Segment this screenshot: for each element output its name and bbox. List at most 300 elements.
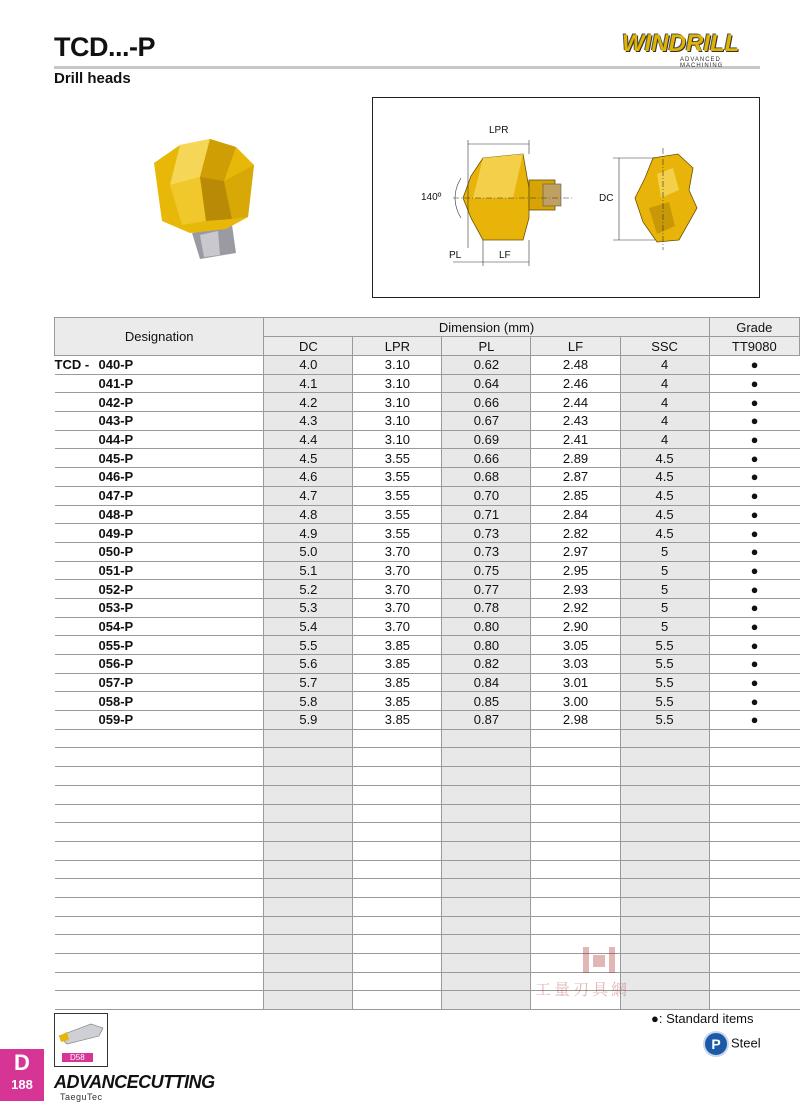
cell-grade: ●	[709, 711, 799, 730]
col-lpr: LPR	[353, 337, 442, 356]
cell-lpr: 3.85	[353, 673, 442, 692]
designation-code: 041-P	[98, 376, 134, 392]
legend-standard-items: ●: Standard items	[651, 1011, 754, 1026]
empty-cell	[442, 916, 531, 935]
cell-ssc: 4	[620, 356, 709, 375]
cell-grade: ●	[709, 449, 799, 468]
cell-pl: 0.87	[442, 711, 531, 730]
cell-lf: 2.41	[531, 430, 620, 449]
cell-grade: ●	[709, 598, 799, 617]
empty-cell	[353, 860, 442, 879]
empty-cell	[353, 748, 442, 767]
cell-lpr: 3.55	[353, 468, 442, 487]
cell-dc: 4.2	[264, 393, 353, 412]
empty-cell	[709, 972, 799, 991]
empty-row	[55, 729, 800, 748]
empty-cell	[55, 860, 264, 879]
cell-dc: 5.2	[264, 580, 353, 599]
table-row	[55, 580, 800, 599]
empty-row	[55, 972, 800, 991]
empty-row	[55, 897, 800, 916]
empty-cell	[264, 841, 353, 860]
empty-cell	[442, 991, 531, 1010]
empty-cell	[709, 767, 799, 786]
cell-designation	[55, 692, 264, 711]
cell-designation	[55, 711, 264, 730]
empty-row	[55, 785, 800, 804]
cell-pl: 0.84	[442, 673, 531, 692]
empty-cell	[620, 804, 709, 823]
cell-dc: 5.1	[264, 561, 353, 580]
cell-lpr: 3.85	[353, 711, 442, 730]
empty-cell	[442, 748, 531, 767]
cell-designation	[55, 561, 264, 580]
cell-lf: 2.89	[531, 449, 620, 468]
empty-cell	[353, 972, 442, 991]
cell-designation	[55, 486, 264, 505]
cell-lf: 2.46	[531, 374, 620, 393]
designation-code: 053-P	[98, 600, 134, 616]
empty-cell	[531, 879, 620, 898]
logo-text: WINDRILL	[622, 30, 740, 57]
empty-cell	[264, 916, 353, 935]
cell-pl: 0.71	[442, 505, 531, 524]
cell-lf: 2.98	[531, 711, 620, 730]
brand-subtitle: TaeguTec	[60, 1092, 103, 1102]
cell-dc: 4.4	[264, 430, 353, 449]
cell-designation	[55, 412, 264, 431]
table-row	[55, 356, 800, 375]
cell-designation	[55, 580, 264, 599]
cell-lf: 2.90	[531, 617, 620, 636]
cell-grade: ●	[709, 542, 799, 561]
page-title: TCD...-P	[54, 32, 155, 62]
empty-cell	[709, 823, 799, 842]
cell-ssc: 4.5	[620, 486, 709, 505]
steel-p-badge: P	[703, 1031, 729, 1057]
designation-code: 057-P	[98, 675, 134, 691]
empty-row	[55, 841, 800, 860]
cell-lpr: 3.70	[353, 598, 442, 617]
label-pl: PL	[449, 250, 462, 261]
empty-cell	[264, 897, 353, 916]
cell-designation	[55, 542, 264, 561]
table-row	[55, 542, 800, 561]
empty-cell	[620, 729, 709, 748]
cell-grade: ●	[709, 468, 799, 487]
cell-pl: 0.68	[442, 468, 531, 487]
cell-lf: 2.92	[531, 598, 620, 617]
empty-cell	[55, 804, 264, 823]
cell-pl: 0.66	[442, 449, 531, 468]
designation-code: 045-P	[98, 450, 134, 466]
cell-designation	[55, 430, 264, 449]
cell-pl: 0.69	[442, 430, 531, 449]
cell-dc: 5.5	[264, 636, 353, 655]
cell-designation	[55, 356, 264, 375]
cell-ssc: 5	[620, 542, 709, 561]
table-row	[55, 430, 800, 449]
empty-cell	[442, 785, 531, 804]
cell-dc: 4.5	[264, 449, 353, 468]
designation-code: 042-P	[98, 394, 134, 410]
empty-cell	[55, 823, 264, 842]
empty-cell	[531, 804, 620, 823]
table-row	[55, 468, 800, 487]
cell-lpr: 3.70	[353, 617, 442, 636]
designation-code: 052-P	[98, 581, 134, 597]
table-row	[55, 692, 800, 711]
cell-grade: ●	[709, 617, 799, 636]
empty-cell	[531, 916, 620, 935]
section-letter: D	[14, 1050, 30, 1075]
cell-lpr: 3.55	[353, 449, 442, 468]
empty-row	[55, 879, 800, 898]
cell-ssc: 5.5	[620, 636, 709, 655]
empty-cell	[264, 972, 353, 991]
page-number: 188	[11, 1077, 33, 1092]
cell-lf: 3.01	[531, 673, 620, 692]
cell-lf: 3.03	[531, 655, 620, 674]
cell-grade: ●	[709, 580, 799, 599]
empty-cell	[442, 841, 531, 860]
empty-cell	[620, 748, 709, 767]
cell-ssc: 4	[620, 374, 709, 393]
cell-dc: 5.9	[264, 711, 353, 730]
empty-cell	[264, 767, 353, 786]
empty-cell	[531, 823, 620, 842]
table-row	[55, 412, 800, 431]
logo-tagline: ADVANCED MACHINING	[680, 57, 724, 69]
cell-dc: 4.9	[264, 524, 353, 543]
cell-ssc: 5	[620, 580, 709, 599]
cell-pl: 0.62	[442, 356, 531, 375]
table-row	[55, 393, 800, 412]
cell-pl: 0.78	[442, 598, 531, 617]
empty-cell	[531, 748, 620, 767]
empty-cell	[55, 991, 264, 1010]
empty-cell	[353, 785, 442, 804]
col-grade-tt9080: TT9080	[709, 337, 799, 356]
cell-lf: 2.43	[531, 412, 620, 431]
cell-lf: 2.44	[531, 393, 620, 412]
empty-cell	[442, 729, 531, 748]
cell-designation	[55, 636, 264, 655]
empty-cell	[353, 729, 442, 748]
legend-steel	[703, 1031, 761, 1057]
thumbnail-page-ref: D58	[62, 1053, 93, 1062]
cell-designation	[55, 449, 264, 468]
designation-code: 046-P	[98, 469, 134, 485]
cell-designation	[55, 393, 264, 412]
cell-dc: 5.7	[264, 673, 353, 692]
empty-cell	[264, 729, 353, 748]
empty-cell	[55, 879, 264, 898]
page-subtitle: Drill heads	[54, 70, 131, 87]
empty-cell	[353, 897, 442, 916]
empty-cell	[442, 935, 531, 954]
cell-grade: ●	[709, 356, 799, 375]
cell-pl: 0.75	[442, 561, 531, 580]
designation-code: 044-P	[98, 432, 134, 448]
empty-cell	[55, 916, 264, 935]
empty-cell	[620, 897, 709, 916]
cell-designation	[55, 374, 264, 393]
cell-lf: 2.93	[531, 580, 620, 599]
cell-dc: 4.1	[264, 374, 353, 393]
empty-cell	[264, 879, 353, 898]
empty-cell	[353, 954, 442, 973]
designation-code: 054-P	[98, 618, 134, 634]
col-ssc: SSC	[620, 337, 709, 356]
table-row	[55, 486, 800, 505]
empty-cell	[353, 879, 442, 898]
cell-lf: 2.84	[531, 505, 620, 524]
cell-dc: 5.0	[264, 542, 353, 561]
empty-cell	[353, 804, 442, 823]
empty-cell	[55, 897, 264, 916]
empty-cell	[353, 823, 442, 842]
cell-ssc: 5	[620, 561, 709, 580]
section-tab	[0, 1049, 44, 1101]
empty-cell	[709, 748, 799, 767]
cell-grade: ●	[709, 393, 799, 412]
cell-pl: 0.73	[442, 542, 531, 561]
cell-lf: 2.48	[531, 356, 620, 375]
watermark	[535, 945, 685, 1005]
empty-cell	[709, 916, 799, 935]
empty-cell	[531, 897, 620, 916]
empty-cell	[531, 860, 620, 879]
empty-row	[55, 804, 800, 823]
cell-pl: 0.70	[442, 486, 531, 505]
empty-row	[55, 916, 800, 935]
cell-lf: 2.87	[531, 468, 620, 487]
table-row	[55, 655, 800, 674]
designation-code: 058-P	[98, 693, 134, 709]
empty-cell	[620, 823, 709, 842]
empty-row	[55, 954, 800, 973]
empty-cell	[531, 841, 620, 860]
cell-dc: 4.0	[264, 356, 353, 375]
designation-code: 048-P	[98, 506, 134, 522]
cell-ssc: 5.5	[620, 692, 709, 711]
cell-designation	[55, 617, 264, 636]
cell-ssc: 5	[620, 598, 709, 617]
header-dimension: Dimension (mm)	[264, 318, 709, 337]
cell-lpr: 3.70	[353, 542, 442, 561]
empty-cell	[709, 991, 799, 1010]
cell-grade: ●	[709, 374, 799, 393]
cell-grade: ●	[709, 505, 799, 524]
cell-designation	[55, 524, 264, 543]
cell-lpr: 3.10	[353, 356, 442, 375]
cell-grade: ●	[709, 524, 799, 543]
empty-cell	[709, 954, 799, 973]
cell-lf: 3.00	[531, 692, 620, 711]
empty-cell	[353, 841, 442, 860]
empty-cell	[442, 860, 531, 879]
empty-cell	[264, 954, 353, 973]
designation-code: 051-P	[98, 562, 134, 578]
cell-grade: ●	[709, 561, 799, 580]
cell-pl: 0.85	[442, 692, 531, 711]
cell-lf: 2.85	[531, 486, 620, 505]
cell-lf: 2.82	[531, 524, 620, 543]
table-row	[55, 617, 800, 636]
cell-dc: 5.3	[264, 598, 353, 617]
drill-head-photo	[140, 125, 275, 260]
cell-grade: ●	[709, 430, 799, 449]
table-row	[55, 449, 800, 468]
cell-ssc: 4.5	[620, 468, 709, 487]
designation-code: 050-P	[98, 544, 134, 560]
cell-lpr: 3.55	[353, 524, 442, 543]
empty-cell	[709, 804, 799, 823]
cell-dc: 4.6	[264, 468, 353, 487]
brand-logo: ADVANCECUTTING	[54, 1072, 215, 1092]
table-row	[55, 561, 800, 580]
cell-designation	[55, 468, 264, 487]
cell-pl: 0.64	[442, 374, 531, 393]
dimension-table	[54, 317, 800, 1010]
cell-ssc: 4.5	[620, 449, 709, 468]
table-row	[55, 524, 800, 543]
cell-lf: 2.95	[531, 561, 620, 580]
designation-code: 059-P	[98, 712, 134, 728]
designation-code: 049-P	[98, 525, 134, 541]
cell-lpr: 3.10	[353, 412, 442, 431]
empty-cell	[620, 841, 709, 860]
cell-ssc: 4	[620, 393, 709, 412]
cell-grade: ●	[709, 636, 799, 655]
empty-cell	[620, 860, 709, 879]
empty-cell	[55, 729, 264, 748]
empty-cell	[442, 954, 531, 973]
empty-cell	[442, 823, 531, 842]
cell-ssc: 5.5	[620, 655, 709, 674]
table-row	[55, 636, 800, 655]
table-row	[55, 598, 800, 617]
cell-dc: 5.8	[264, 692, 353, 711]
empty-cell	[709, 860, 799, 879]
cell-ssc: 4.5	[620, 505, 709, 524]
empty-cell	[55, 748, 264, 767]
empty-cell	[353, 991, 442, 1010]
empty-cell	[264, 860, 353, 879]
cell-lpr: 3.55	[353, 486, 442, 505]
empty-cell	[709, 897, 799, 916]
empty-row	[55, 935, 800, 954]
designation-code: 043-P	[98, 413, 134, 429]
table-row	[55, 711, 800, 730]
cell-grade: ●	[709, 673, 799, 692]
drill-thumbnail-icon	[55, 1014, 107, 1054]
cell-lpr: 3.10	[353, 393, 442, 412]
cell-lpr: 3.10	[353, 430, 442, 449]
cell-designation	[55, 655, 264, 674]
empty-row	[55, 991, 800, 1010]
cell-pl: 0.80	[442, 636, 531, 655]
empty-cell	[620, 879, 709, 898]
table-row	[55, 673, 800, 692]
cell-grade: ●	[709, 486, 799, 505]
empty-row	[55, 748, 800, 767]
designation-code: 040-P	[98, 357, 134, 373]
cell-ssc: 5	[620, 617, 709, 636]
table-row	[55, 374, 800, 393]
watermark-mark	[579, 945, 619, 977]
cell-grade: ●	[709, 412, 799, 431]
empty-row	[55, 823, 800, 842]
cell-ssc: 4	[620, 412, 709, 431]
watermark-text: 工量刃具網	[535, 982, 631, 999]
cell-ssc: 5.5	[620, 673, 709, 692]
empty-cell	[620, 767, 709, 786]
header-designation: Designation	[55, 318, 264, 356]
cell-designation	[55, 505, 264, 524]
empty-cell	[55, 841, 264, 860]
cell-lpr: 3.85	[353, 636, 442, 655]
empty-cell	[353, 916, 442, 935]
cell-pl: 0.80	[442, 617, 531, 636]
empty-cell	[264, 804, 353, 823]
cell-lf: 3.05	[531, 636, 620, 655]
cell-designation	[55, 598, 264, 617]
empty-cell	[620, 785, 709, 804]
empty-cell	[264, 748, 353, 767]
designation-prefix: TCD -	[54, 357, 90, 373]
cell-dc: 4.3	[264, 412, 353, 431]
windrill-logo	[622, 30, 762, 69]
cell-lpr: 3.85	[353, 692, 442, 711]
cell-ssc: 4.5	[620, 524, 709, 543]
cell-lpr: 3.70	[353, 580, 442, 599]
empty-cell	[709, 935, 799, 954]
cell-lpr: 3.10	[353, 374, 442, 393]
cell-lpr: 3.70	[353, 561, 442, 580]
empty-row	[55, 767, 800, 786]
label-lf: LF	[499, 250, 511, 261]
cell-designation	[55, 673, 264, 692]
empty-cell	[531, 729, 620, 748]
empty-cell	[531, 767, 620, 786]
col-dc: DC	[264, 337, 353, 356]
cell-pl: 0.82	[442, 655, 531, 674]
col-pl: PL	[442, 337, 531, 356]
empty-cell	[353, 935, 442, 954]
cell-dc: 4.7	[264, 486, 353, 505]
empty-cell	[442, 767, 531, 786]
cell-grade: ●	[709, 692, 799, 711]
empty-cell	[264, 935, 353, 954]
empty-cell	[55, 785, 264, 804]
empty-cell	[55, 954, 264, 973]
label-lpr: LPR	[489, 125, 509, 136]
cell-ssc: 4	[620, 430, 709, 449]
cell-dc: 5.4	[264, 617, 353, 636]
empty-cell	[442, 972, 531, 991]
designation-code: 056-P	[98, 656, 134, 672]
legend-steel-label: Steel	[731, 1035, 761, 1051]
cell-lpr: 3.55	[353, 505, 442, 524]
header-grade: Grade	[709, 318, 799, 337]
empty-cell	[442, 804, 531, 823]
empty-cell	[531, 785, 620, 804]
empty-cell	[55, 767, 264, 786]
title-rule	[54, 66, 760, 69]
empty-cell	[442, 897, 531, 916]
